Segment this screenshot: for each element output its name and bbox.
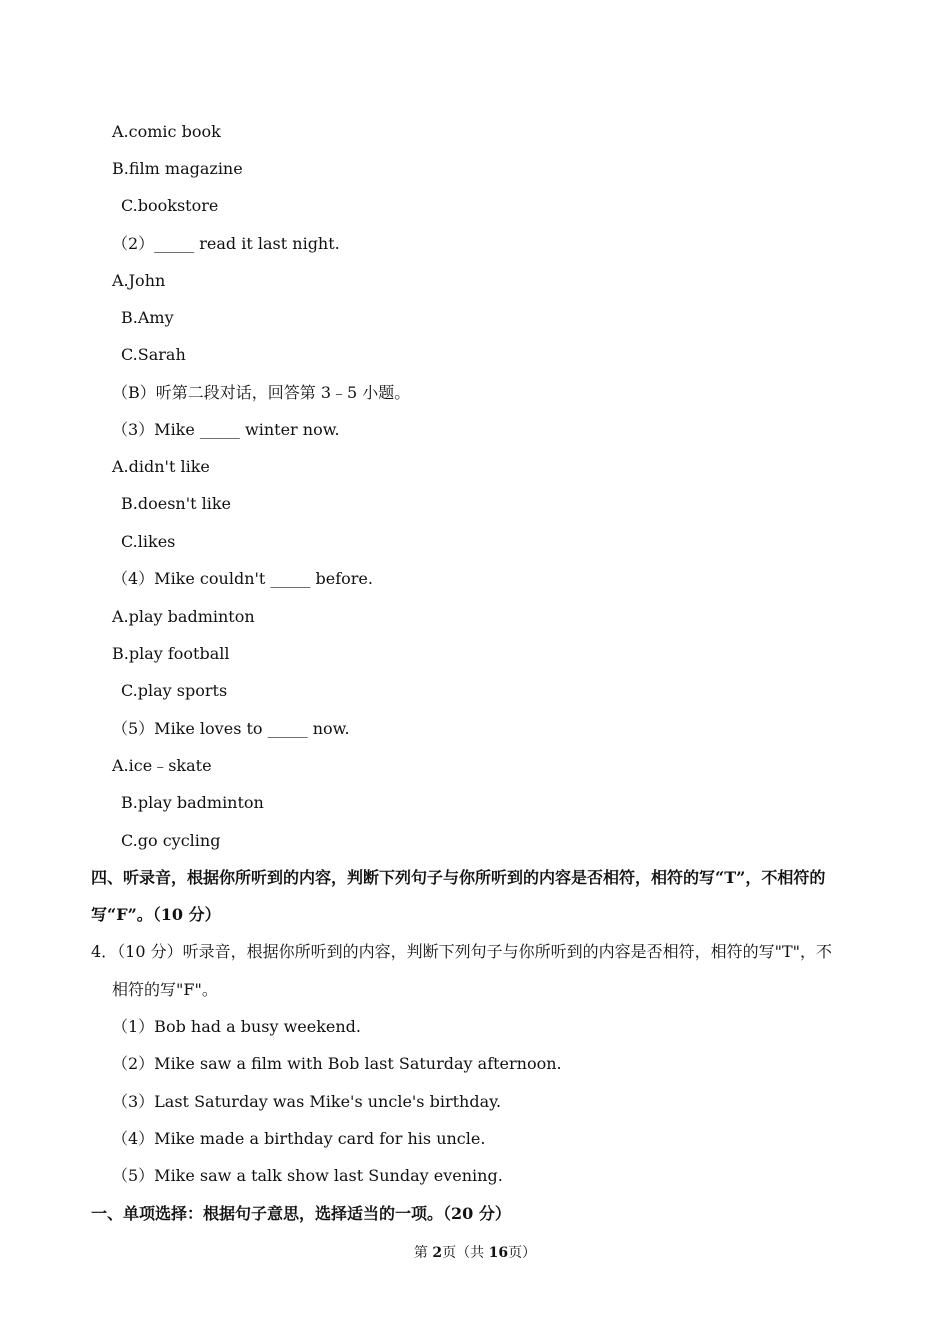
q4-item-2: （2）Mike saw a film with Bob last Saturday afternoon. [112,1054,562,1073]
page-footer [0,1244,950,1262]
q5-option-c: C.go cycling [121,831,221,850]
footer-middle: 页（共 [442,1245,489,1261]
footer-suffix: 页） [508,1245,537,1261]
q2-option-b: B.Amy [121,308,174,327]
section-4-heading-line1: 四、听录音，根据你所听到的内容，判断下列句子与你所听到的内容是否相符，相符的写“T”，不相符的 [91,868,826,887]
q4-item-4: （4）Mike made a birthday card for his uncle. [112,1129,486,1148]
q3-option-b: B.doesn't like [121,494,232,513]
footer-page-number: 2 [432,1245,443,1261]
q4-item-1: （1）Bob had a busy weekend. [112,1017,362,1036]
q3-stem: （3）Mike _____ winter now. [112,420,340,439]
q4-stem: （4）Mike couldn't _____ before. [112,569,373,588]
q2-option-c: C.Sarah [121,345,186,364]
q1-option-a: A.comic book [112,122,221,141]
q4-item-3: （3）Last Saturday was Mike's uncle's birthday. [112,1092,502,1111]
q5-option-a: A.ice﹣skate [112,756,212,775]
q1-option-b: B.film magazine [112,159,243,178]
section-b-instruction: （B）听第二段对话，回答第 3﹣5 小题。 [112,383,411,402]
question-4-text-line1: 4．（10 分）听录音，根据你所听到的内容，判断下列句子与你所听到的内容是否相符，相符的写"T"，不 [91,942,833,961]
footer-total-pages: 16 [488,1245,509,1261]
question-4-text-line2: 相符的写"F"。 [112,980,218,999]
q4-item-5: （5）Mike saw a talk show last Sunday evening. [112,1166,503,1185]
q3-option-c: C.likes [121,532,176,551]
footer-prefix: 第 [413,1245,433,1261]
q5-stem: （5）Mike loves to _____ now. [112,719,350,738]
q3-option-a: A.didn't like [112,457,210,476]
q1-option-c: C.bookstore [121,196,219,215]
section-1-heading: 一、单项选择：根据句子意思，选择适当的一项。（20 分） [91,1204,511,1223]
q4-option-b: B.play football [112,644,230,663]
q4-option-a: A.play badminton [112,607,255,626]
q2-option-a: A.John [112,271,166,290]
q5-option-b: B.play badminton [121,793,264,812]
q4-option-c: C.play sports [121,681,228,700]
q2-stem: （2）_____ read it last night. [112,234,340,253]
section-4-heading-line2: 写“F”。（10 分） [91,905,221,924]
